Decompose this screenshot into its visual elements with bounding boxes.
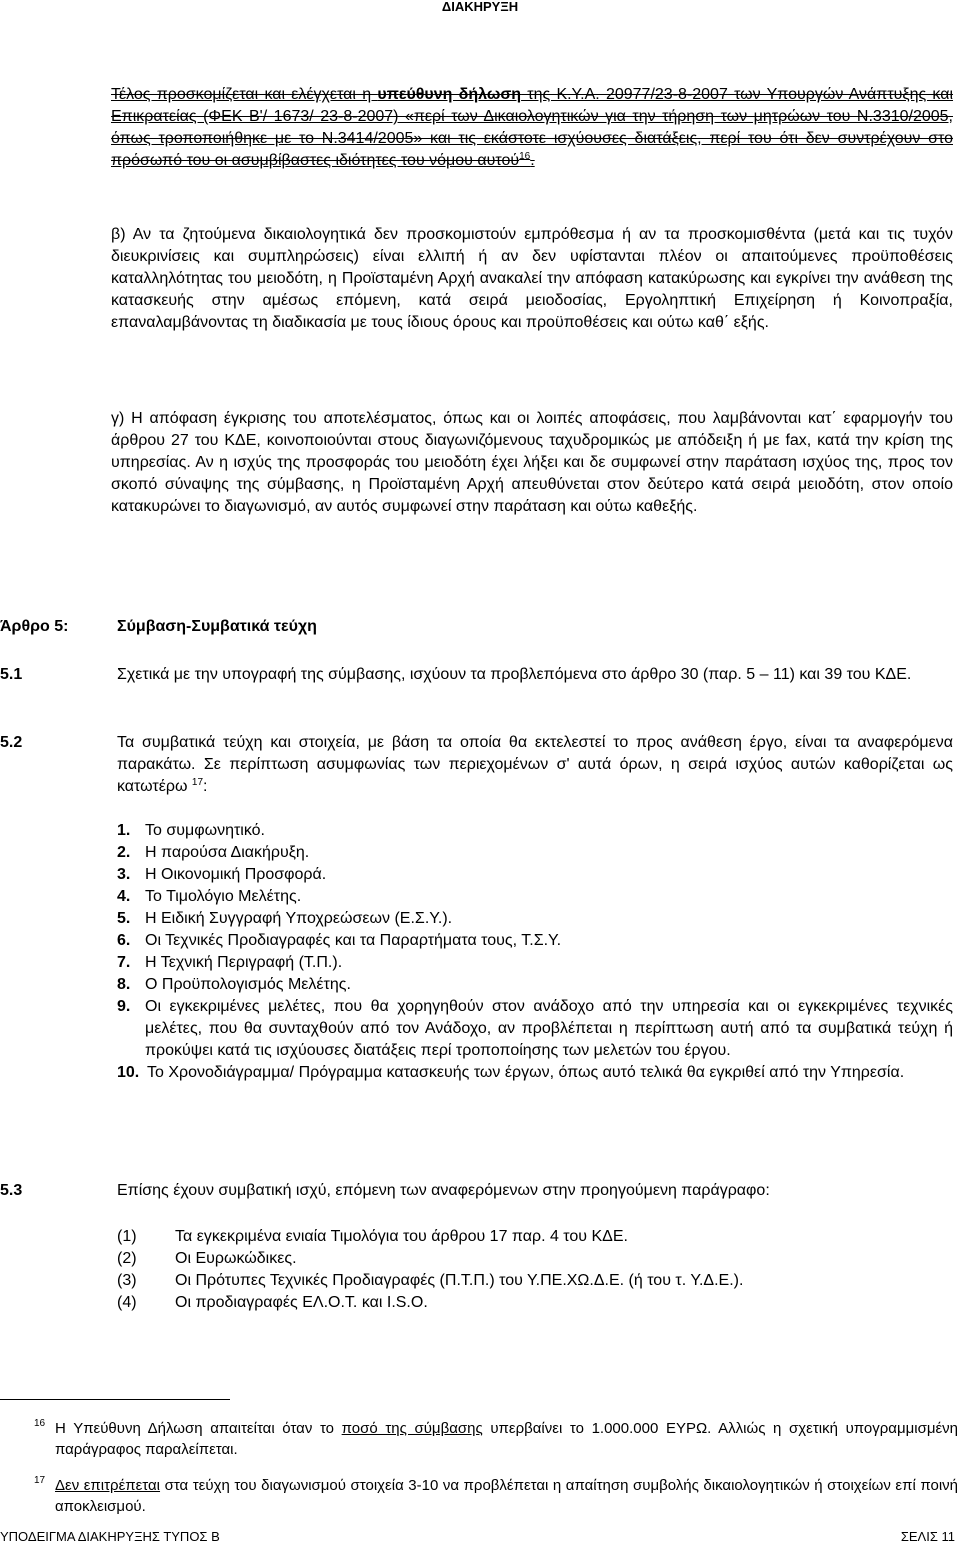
item-number: 7.	[117, 954, 131, 971]
item-number: (3)	[117, 1272, 137, 1289]
contract-documents-list	[0, 820, 960, 1084]
list-item	[0, 908, 953, 930]
footnote-ref-16[interactable]: 16	[519, 151, 531, 162]
footnote-divider	[0, 1399, 230, 1400]
item-number: (2)	[117, 1250, 137, 1267]
section-number: 5.2	[0, 734, 23, 751]
article-title: Σύμβαση-Συμβατικά τεύχη	[117, 618, 317, 635]
references-list	[0, 1226, 960, 1314]
item-text: Οι εγκεκριμένες μελέτες, που θα χορηγηθούν στον ανάδοχο από την υπηρεσία και οι εγκεκριμένες τεχνικές μελέτες, που θα συνταχθούν από τον Ανάδοχο, αν προβλέπεται η περίπτωση αυτή από τα συμβατικά τεύχη ή προκύψει κατά τις ισχύουσες διατάξεις περί τροποποίησης των μελετών του έργου.	[145, 998, 953, 1059]
item-text: Το Τιμολόγιο Μελέτης.	[145, 888, 302, 905]
footer-page-number: ΣΕΛΙΣ 11	[900, 1529, 955, 1544]
footnote-ref-17[interactable]: 17	[191, 777, 204, 788]
list-item	[0, 1270, 960, 1292]
list-item	[0, 952, 953, 974]
item-text: Οι Τεχνικές Προδιαγραφές και τα Παραρτήματα τους, Τ.Σ.Υ.	[145, 932, 562, 949]
item-number: 9.	[117, 998, 131, 1015]
item-text: Η Τεχνική Περιγραφή (Τ.Π.).	[145, 954, 343, 971]
item-number: 8.	[117, 976, 131, 993]
item-number: 10.	[117, 1064, 140, 1081]
declaration-text: της Κ.Υ.Α. 20977/23-8-2007 των Υπουργών Ανάπτυξης και Επικρατείας (ΦΕΚ Β'/ 1673/ 23-8-2007) «περί των Δικαιολογητικών για την τήρηση των μητρώων του Ν.3310/2005, όπως τροποποιήθηκε με το Ν.3414/2005» και τις εκάστοτε ισχύουσες διατάξεις, περί του ότι δεν συντρέχουν στο πρόσωπό του οι ασυμβίβαστες ιδιότητες του νόμου αυτού	[111, 86, 954, 169]
list-item	[0, 864, 953, 886]
item-text: Η παρούσα Διακήρυξη.	[145, 844, 310, 861]
footnote-underlined: ποσό της σύμβασης	[341, 1420, 483, 1437]
item-text: Η Οικονομική Προσφορά.	[145, 866, 327, 883]
footnote-text	[55, 1418, 958, 1460]
list-item	[0, 1248, 960, 1270]
footnote-text-part: στα τεύχη του διαγωνισμού στοιχεία 3-10 να προβλέπεται η απαίτηση συμβολής δικαιολογητικών ή στοιχείων επί ποινή αποκλεισμού.	[55, 1477, 958, 1515]
page-header: ΔΙΑΚΗΡΥΞΗ	[441, 0, 519, 14]
list-item	[0, 1062, 953, 1084]
item-text: Οι Πρότυπες Τεχνικές Προδιαγραφές (Π.Τ.Π.) του Υ.ΠΕ.ΧΩ.Δ.Ε. (ή του τ. Υ.Δ.Ε.).	[175, 1272, 744, 1289]
item-number: 6.	[117, 932, 131, 949]
footnote-text-part: υπερβαίνει το 1.000.000 ΕΥΡΩ. Αλλιώς η σχετική υπογραμμισμένη παράγραφος παραλείπεται.	[55, 1420, 958, 1458]
item-number: (1)	[117, 1228, 137, 1245]
item-number: 1.	[117, 822, 131, 839]
footnote-number: 17	[34, 1475, 46, 1486]
declaration-end: .	[530, 152, 535, 169]
item-text: Η Ειδική Συγγραφή Υποχρεώσεων (Ε.Σ.Υ.).	[145, 910, 453, 927]
section-text	[117, 732, 953, 798]
item-text: Ο Προϋπολογισμός Μελέτης.	[145, 976, 351, 993]
section-text-end: :	[203, 778, 208, 795]
footnote-number: 16	[34, 1418, 46, 1429]
list-item	[0, 842, 953, 864]
section-text: Επίσης έχουν συμβατική ισχύ, επόμενη των αναφερόμενων στην προηγούμενη παράγραφο:	[117, 1182, 770, 1199]
list-item	[0, 1226, 960, 1248]
footnote-underlined: Δεν επιτρέπεται	[55, 1477, 161, 1494]
section-number: 5.3	[0, 1182, 23, 1199]
paragraph-c: γ) Η απόφαση έγκρισης του αποτελέσματος, όπως και οι λοιπές αποφάσεις, που λαμβάνονται κατ΄ εφαρμογήν του άρθρου 27 του ΚΔΕ, κοινοποιούνται στους διαγωνιζόμενους ταχυδρομικώς με απόδειξη ή με fax, κατά την κρίση της υπηρεσίας. Αν η ισχύς της προσφοράς του μειοδότη έχει λήξει και δε συμφωνεί στην παράταση ισχύος της, προς τον σκοπό σύναψης της σύμβασης, η Προϊσταμένη Αρχή απευθύνεται στον δεύτερο κατά σειρά μειοδότη, στον οποίο κατακυρώνει το διαγωνισμό, αν αυτός συμφωνεί στην παράταση και ούτω καθεξής.	[111, 410, 953, 515]
item-number: 3.	[117, 866, 131, 883]
item-text: Το συμφωνητικό.	[145, 822, 265, 839]
declaration-paragraph	[111, 84, 953, 172]
item-text: Οι προδιαγραφές ΕΛ.Ο.Τ. και I.S.O.	[175, 1294, 428, 1311]
item-number: 5.	[117, 910, 131, 927]
article-label: Άρθρο 5:	[0, 618, 69, 635]
list-item	[0, 886, 953, 908]
section-text: Σχετικά με την υπογραφή της σύμβασης, ισχύουν τα προβλεπόμενα στο άρθρο 30 (παρ. 5 – 11) και 39 του ΚΔΕ.	[117, 666, 912, 683]
list-item	[0, 1292, 960, 1314]
item-text: Το Χρονοδιάγραμμα/ Πρόγραμμα κατασκευής των έργων, όπως αυτό τελικά θα εγκριθεί από την Υπηρεσία.	[147, 1064, 905, 1081]
item-number: 2.	[117, 844, 131, 861]
list-item	[0, 930, 953, 952]
list-item	[0, 820, 953, 842]
footnote-text	[55, 1475, 958, 1517]
item-text: Οι Ευρωκώδικες.	[175, 1250, 297, 1267]
item-number: (4)	[117, 1294, 137, 1311]
declaration-prefix: Τέλος προσκομίζεται και ελέγχεται η	[111, 86, 378, 103]
section-number: 5.1	[0, 666, 23, 683]
footer-document-type: ΥΠΟΔΕΙΓΜΑ ΔΙΑΚΗΡΥΞΗΣ ΤΥΠΟΣ Β	[0, 1529, 220, 1544]
list-item	[0, 996, 953, 1062]
list-item	[0, 974, 953, 996]
section-text-body: Τα συμβατικά τεύχη και στοιχεία, με βάση τα οποία θα εκτελεστεί το προς ανάθεση έργο, είναι τα αναφερόμενα παρακάτω. Σε περίπτωση ασυμφωνίας των περιεχομένων σ' αυτά όρων, η σειρά ισχύος αυτών καθορίζεται ως κατωτέρω	[117, 734, 953, 795]
declaration-bold-term: υπεύθυνη δήλωση	[377, 86, 522, 103]
item-text: Τα εγκεκριμένα ενιαία Τιμολόγια του άρθρου 17 παρ. 4 του ΚΔΕ.	[175, 1228, 628, 1245]
footnote-text-part: Η Υπεύθυνη Δήλωση απαιτείται όταν το	[55, 1420, 342, 1437]
item-number: 4.	[117, 888, 131, 905]
paragraph-b: β) Αν τα ζητούμενα δικαιολογητικά δεν προσκομιστούν εμπρόθεσμα ή αν τα προσκομισθέντα (μετά και τις τυχόν διευκρινίσεις και συμπληρώσεις) είναι ελλιπή ή αν δεν υφίστανται πλέον οι απαιτούμενες προϋποθέσεις καταλληλότητας του μειοδότη, η Προϊσταμένη Αρχή ανακαλεί την απόφαση κατακύρωσης και εγκρίνει την ανάθεση της κατασκευής στην αμέσως επόμενη, κατά σειρά μειοδοσίας, Εργοληπτική Επιχείρηση ή Κοινοπραξία, επαναλαμβάνοντας τη διαδικασία με τους ίδιους όρους και προϋποθέσεις και ούτω καθ΄ εξής.	[111, 226, 953, 331]
